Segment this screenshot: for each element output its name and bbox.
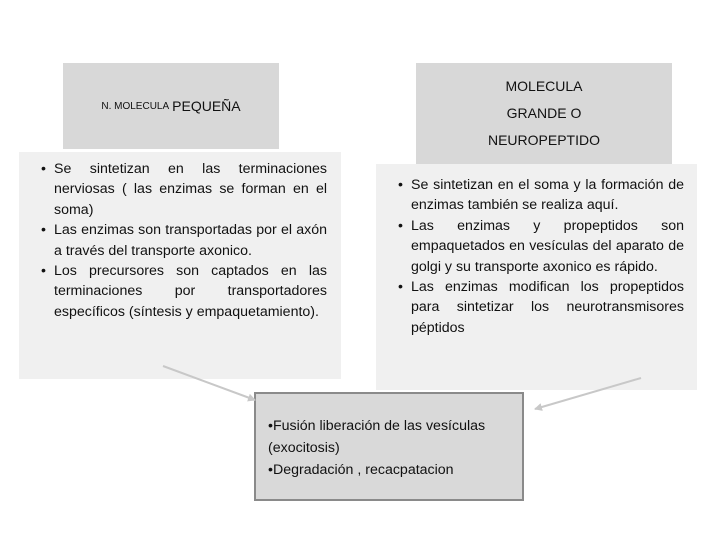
small-molecule-panel (19, 152, 341, 379)
header-left-prefix: N. MOLECULA (101, 100, 170, 112)
bullet-icon: • (41, 161, 46, 177)
list-item (41, 159, 327, 220)
result-box (254, 392, 524, 501)
bullet-icon: • (41, 222, 46, 239)
list-item (398, 216, 684, 277)
list-item (398, 277, 684, 338)
list-item-text: Los precursores son captados en las terminaciones por transportadores específicos (síntesis y empaquetamiento). (54, 263, 327, 320)
list-item (41, 220, 327, 261)
list-item-text: Las enzimas son transportadas por el axón a través del transporte axonico. (54, 222, 327, 259)
bullet-icon: • (41, 263, 46, 280)
header-left-title: PEQUEÑA (172, 98, 241, 114)
header-right-line: NEUROPEPTIDO (487, 132, 600, 148)
large-molecule-list (398, 175, 684, 338)
result-line: •Fusión liberación de las vesículas (268, 418, 486, 434)
list-item-text: Se sintetizan en el soma y la formación de enzimas también se realiza aquí. (411, 177, 684, 214)
large-molecule-header (416, 63, 672, 164)
small-molecule-list (41, 159, 327, 322)
list-item-text: Las enzimas y propeptidos son empaquetados en vesículas del aparato de golgi y su transporte axonico es rápido. (411, 217, 684, 275)
bullet-icon: • (398, 177, 403, 193)
result-line: (exocitosis) (268, 440, 340, 456)
list-item (41, 261, 327, 322)
bullet-icon: • (398, 279, 403, 296)
list-item-text: Se sintetizan en las terminaciones nerviosas ( las enzimas se forman en el soma) (54, 161, 327, 218)
result-line: •Degradación , recacpatacion (268, 462, 454, 478)
small-molecule-header (63, 63, 279, 149)
header-right-line: MOLECULA (505, 78, 583, 94)
header-right-line: GRANDE O (506, 105, 582, 121)
large-molecule-panel (376, 164, 697, 390)
list-item-text: Las enzimas modifican los propeptidos para sintetizar los neurotransmisores péptidos (411, 279, 684, 336)
bullet-icon: • (398, 217, 403, 234)
list-item (398, 175, 684, 216)
